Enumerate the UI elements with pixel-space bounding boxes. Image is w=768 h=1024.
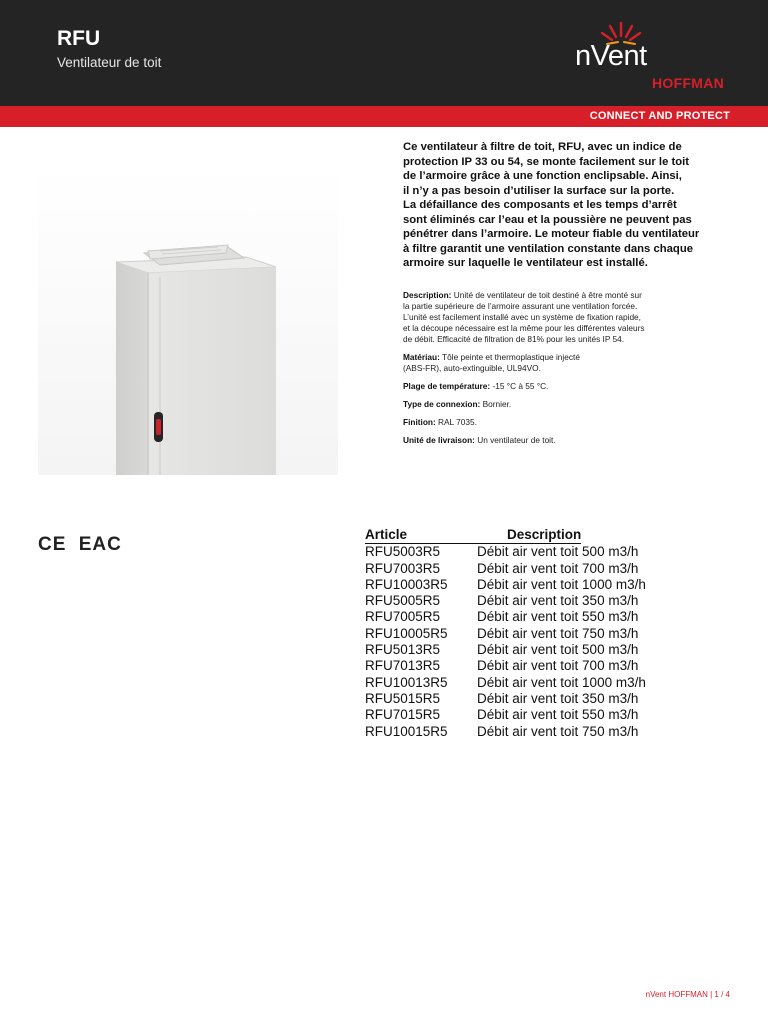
table-row — [365, 658, 646, 674]
table-row — [365, 642, 646, 658]
spec-unite-livraison — [403, 435, 733, 446]
spec-type-connexion — [403, 399, 733, 410]
intro-line: Ce ventilateur à filtre de toit, RFU, avec un indice de — [403, 141, 682, 153]
intro-paragraph — [403, 140, 733, 271]
article-cell: RFU5003R5 — [365, 544, 441, 560]
spec-label: Type de connexion: — [403, 399, 481, 409]
description-cell: Débit air vent toit 750 m3/h — [477, 625, 639, 641]
column-header-description: Description — [507, 527, 581, 544]
eac-mark-icon: EAC — [78, 534, 122, 555]
spec-value: RAL 7035. — [438, 417, 477, 427]
spec-label: Plage de température: — [403, 381, 491, 391]
article-cell: RFU5005R5 — [365, 593, 441, 609]
enclosure-illustration — [38, 165, 338, 475]
spec-value: (ABS-FR), auto-extinguible, UL94VO. — [403, 363, 541, 373]
page-number: 1 / 4 — [714, 990, 730, 999]
article-cell: RFU7013R5 — [365, 658, 441, 674]
description-cell: Débit air vent toit 350 m3/h — [477, 593, 639, 609]
spec-materiau — [403, 352, 733, 374]
table-row — [365, 724, 646, 740]
article-cell: RFU10003R5 — [365, 576, 448, 592]
spec-value: la partie supérieure de l’armoire assurant une ventilation forcée. — [403, 301, 638, 311]
intro-line: pénétrer dans l’armoire. Le moteur fiable du ventilateur — [403, 228, 700, 240]
table-row — [365, 544, 646, 560]
table-row — [365, 691, 646, 707]
intro-line: sont éliminés car l’eau et la poussière ne peuvent pas — [403, 213, 692, 226]
intro-line: de l’armoire grâce à une fonction enclipsable. Ainsi, — [403, 170, 682, 182]
spec-label: Description: — [403, 290, 452, 300]
spec-value: L’unité est facilement installé avec un système de fixation rapide, — [403, 312, 641, 322]
certification-marks — [38, 534, 122, 556]
table-row — [365, 577, 646, 593]
intro-line: La défaillance des composants et les temps d’arrêt — [403, 199, 677, 211]
page-subtitle: Ventilateur de toit — [57, 55, 162, 70]
description-cell: Débit air vent toit 500 m3/h — [477, 642, 639, 658]
description-cell: Débit air vent toit 550 m3/h — [477, 609, 639, 625]
brand-logo — [570, 20, 740, 100]
article-cell: RFU5013R5 — [365, 642, 441, 658]
article-cell: RFU7003R5 — [365, 560, 441, 576]
article-cell: RFU7015R5 — [365, 707, 441, 723]
description-cell: Débit air vent toit 700 m3/h — [477, 658, 639, 674]
specifications — [403, 290, 733, 453]
spec-label: Finition: — [403, 417, 436, 427]
spec-value: Unité de ventilateur de toit destiné à être monté sur — [453, 290, 642, 300]
spec-plage-temperature — [403, 381, 733, 392]
table-row — [365, 675, 646, 691]
description-cell: Débit air vent toit 500 m3/h — [477, 544, 639, 560]
article-cell: RFU7005R5 — [365, 609, 441, 625]
article-cell: RFU10005R5 — [365, 625, 448, 641]
description-cell: Débit air vent toit 1000 m3/h — [477, 674, 646, 690]
spec-value: -15 °C à 55 °C. — [492, 381, 549, 391]
spec-label: Matériau: — [403, 352, 440, 362]
column-header-article: Article — [365, 527, 507, 544]
table-row — [365, 593, 646, 609]
page-footer: nVent HOFFMAN | 1 / 4 — [645, 990, 730, 999]
logo-wordmark: nVent — [575, 40, 647, 72]
article-table — [365, 527, 646, 740]
intro-line: protection IP 33 ou 54, se monte facilement sur le toit — [403, 155, 690, 168]
ce-mark-icon: CE — [38, 534, 67, 555]
description-cell: Débit air vent toit 550 m3/h — [477, 707, 639, 723]
page-title: RFU — [57, 27, 101, 50]
spec-value: Un ventilateur de toit. — [477, 435, 556, 445]
spec-value: Bornier. — [482, 399, 512, 409]
spec-value: Tôle peinte et thermoplastique injecté — [442, 352, 580, 362]
description-cell: Débit air vent toit 350 m3/h — [477, 690, 639, 706]
spec-finition — [403, 417, 733, 428]
description-cell: Débit air vent toit 700 m3/h — [477, 560, 639, 576]
spec-label: Unité de livraison: — [403, 435, 475, 445]
spec-value: et la découpe nécessaire est la même pour les différentes valeurs — [403, 323, 645, 333]
intro-line: à filtre garantit une ventilation constante dans chaque — [403, 242, 694, 255]
article-cell: RFU10013R5 — [365, 674, 448, 690]
footer-brand: nVent HOFFMAN — [645, 990, 708, 999]
description-cell: Débit air vent toit 1000 m3/h — [477, 576, 646, 592]
description-cell: Débit air vent toit 750 m3/h — [477, 723, 639, 739]
table-row — [365, 626, 646, 642]
table-row — [365, 609, 646, 625]
product-image — [38, 165, 338, 475]
spec-description — [403, 290, 733, 345]
intro-line: armoire sur laquelle le ventilateur est installé. — [403, 257, 648, 269]
spec-value: de débit. Efficacité de filtration de 81% pour les unités IP 54. — [403, 334, 625, 344]
table-row — [365, 561, 646, 577]
table-header — [365, 527, 646, 544]
intro-line: il n’y a pas besoin d’utiliser la surface sur la porte. — [403, 184, 675, 197]
article-cell: RFU10015R5 — [365, 723, 448, 739]
logo-hoffman: HOFFMAN — [652, 75, 725, 91]
table-row — [365, 707, 646, 723]
article-cell: RFU5015R5 — [365, 690, 441, 706]
tagline: CONNECT AND PROTECT — [589, 110, 730, 122]
